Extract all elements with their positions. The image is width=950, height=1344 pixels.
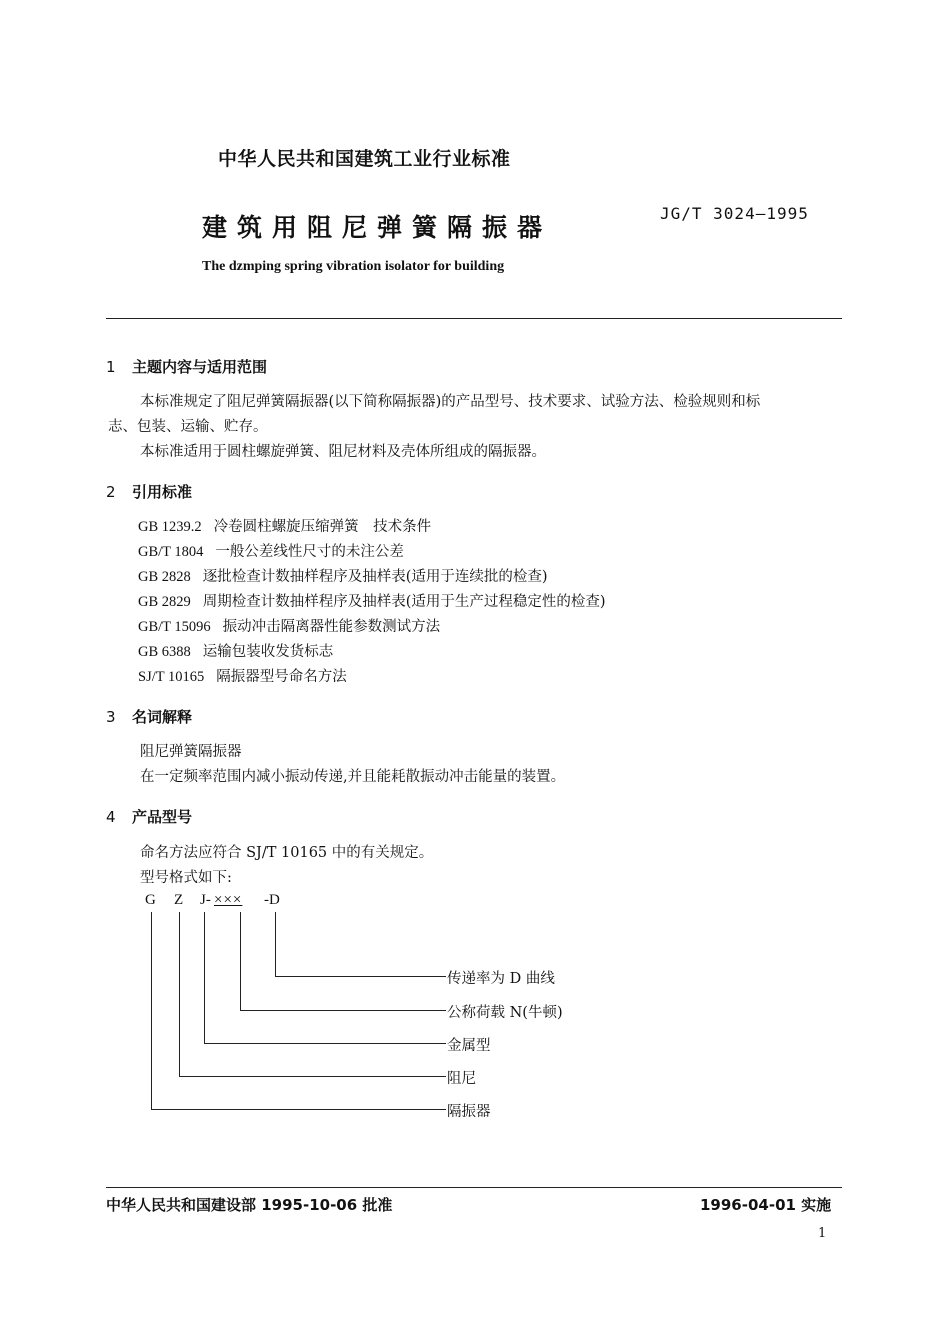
section-title: 主题内容与适用范围 — [132, 358, 268, 376]
label-nominal-load: 公称荷载 N(牛顿) — [447, 1005, 563, 1021]
leader-vertical-z — [179, 912, 180, 1076]
section-3-heading — [106, 706, 192, 727]
reference-title: 逐批检查计数抽样程序及抽样表(适用于连续批的检查) — [202, 569, 548, 585]
section-number: 2 — [106, 483, 116, 501]
paragraph-continuation: 志、包装、运输、贮存。 — [108, 419, 268, 435]
leader-vertical-d — [275, 912, 276, 976]
standard-code: JG/T 3024—1995 — [660, 204, 809, 223]
leader-horizontal-g — [151, 1109, 446, 1110]
term: 阻尼弹簧隔振器 — [140, 744, 242, 760]
reference-item — [138, 590, 606, 611]
paragraph: 命名方法应符合 SJ/T 10165 中的有关规定。 — [140, 845, 434, 861]
label-transmissibility-curve: 传递率为 D 曲线 — [447, 971, 555, 987]
reference-code: GB/T 15096 — [138, 619, 211, 635]
paragraph: 型号格式如下: — [140, 870, 232, 886]
reference-title: 一般公差线性尺寸的未注公差 — [215, 544, 404, 560]
approval-line: 中华人民共和国建设部 1995-10-06 批准 — [106, 1196, 393, 1214]
model-letter-g: G — [145, 892, 156, 908]
section-title: 名词解释 — [132, 708, 193, 726]
model-letter-z: Z — [174, 892, 184, 908]
footer-divider — [106, 1187, 842, 1188]
model-letter-j: J- — [200, 892, 211, 908]
section-4-heading — [106, 806, 192, 827]
reference-item — [138, 515, 431, 536]
leader-vertical-j — [204, 912, 205, 1043]
reference-code: SJ/T 10165 — [138, 669, 205, 685]
section-title: 产品型号 — [132, 808, 193, 826]
reference-code: GB 2829 — [138, 594, 191, 610]
effective-date-line: 1996-04-01 实施 — [700, 1196, 832, 1214]
leader-vertical-load — [240, 912, 241, 1010]
label-damping: 阻尼 — [447, 1071, 476, 1087]
leader-horizontal-load — [240, 1010, 446, 1011]
paragraph: 本标准规定了阻尼弹簧隔振器(以下简称隔振器)的产品型号、技术要求、试验方法、检验规则和标 — [140, 394, 761, 410]
document-title-english: The dzmping spring vibration isolator for building — [202, 259, 505, 274]
reference-item — [138, 540, 404, 561]
reference-code: GB 2828 — [138, 569, 191, 585]
model-letter-d: -D — [264, 892, 280, 908]
reference-title: 冷卷圆柱螺旋压缩弹簧 技术条件 — [213, 519, 432, 535]
leader-horizontal-j — [204, 1043, 446, 1044]
section-title: 引用标准 — [132, 483, 193, 501]
reference-code: GB 6388 — [138, 644, 191, 660]
section-1-heading — [106, 356, 267, 377]
leader-horizontal-d — [275, 976, 446, 977]
label-isolator: 隔振器 — [447, 1104, 491, 1120]
reference-code: GB/T 1804 — [138, 544, 204, 560]
section-number: 3 — [106, 708, 116, 726]
document-title: 建筑用阻尼弹簧隔振器 — [202, 213, 553, 242]
section-2-heading — [106, 481, 192, 502]
reference-item — [138, 665, 347, 686]
issuing-organization: 中华人民共和国建筑工业行业标准 — [218, 148, 511, 170]
page-number: 1 — [818, 1226, 827, 1241]
reference-title: 周期检查计数抽样程序及抽样表(适用于生产过程稳定性的检查) — [202, 594, 606, 610]
model-load-placeholder: ××× — [214, 892, 243, 908]
section-number: 1 — [106, 358, 116, 376]
label-metal-type: 金属型 — [447, 1038, 491, 1054]
paragraph: 本标准适用于圆柱螺旋弹簧、阻尼材料及壳体所组成的隔振器。 — [140, 444, 546, 460]
reference-item — [138, 640, 333, 661]
header-divider — [106, 318, 842, 319]
term-definition: 在一定频率范围内减小振动传递,并且能耗散振动冲击能量的装置。 — [140, 769, 566, 785]
leader-vertical-g — [151, 912, 152, 1109]
reference-title: 隔振器型号命名方法 — [216, 669, 347, 685]
reference-code: GB 1239.2 — [138, 519, 202, 535]
reference-title: 运输包装收发货标志 — [202, 644, 334, 660]
section-number: 4 — [106, 808, 116, 826]
reference-item — [138, 615, 440, 636]
leader-horizontal-z — [179, 1076, 446, 1077]
reference-title: 振动冲击隔离器性能参数测试方法 — [222, 619, 441, 635]
reference-item — [138, 565, 548, 586]
